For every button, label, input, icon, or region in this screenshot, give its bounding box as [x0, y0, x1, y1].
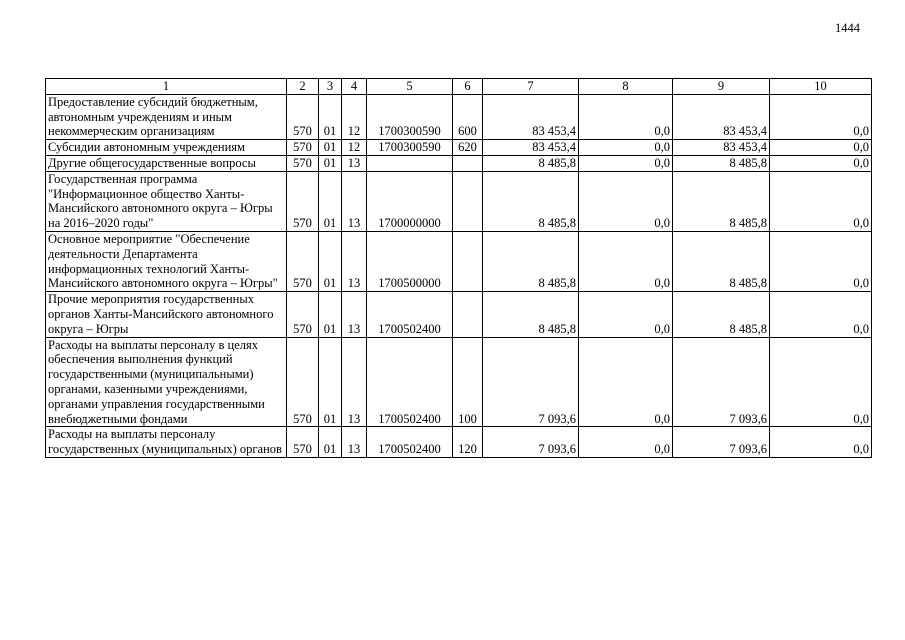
cell-amount-regional: 83 453,4 [673, 140, 770, 156]
cell-subsection: 12 [342, 140, 367, 156]
cell-ministry: 570 [287, 427, 319, 458]
cell-ministry: 570 [287, 292, 319, 337]
cell-section: 01 [319, 427, 342, 458]
cell-ministry: 570 [287, 140, 319, 156]
cell-expense-type [453, 155, 483, 171]
cell-ministry: 570 [287, 171, 319, 231]
cell-target-article: 1700000000 [367, 171, 453, 231]
cell-amount-total: 8 485,8 [483, 171, 579, 231]
cell-amount-other: 0,0 [770, 94, 872, 139]
cell-amount-total: 7 093,6 [483, 337, 579, 427]
cell-amount-regional: 8 485,8 [673, 231, 770, 291]
cell-target-article: 1700502400 [367, 427, 453, 458]
column-header-3: 3 [319, 79, 342, 95]
column-header-8: 8 [579, 79, 673, 95]
table-row [46, 140, 872, 156]
cell-amount-regional: 7 093,6 [673, 427, 770, 458]
cell-section: 01 [319, 231, 342, 291]
column-header-9: 9 [673, 79, 770, 95]
table-body [46, 94, 872, 457]
cell-name: Основное мероприятие "Обеспечение деятельности Департамента информационных технологий Ханты-Мансийского автономного округа – Югры" [46, 231, 287, 291]
cell-amount-federal: 0,0 [579, 427, 673, 458]
cell-subsection: 13 [342, 171, 367, 231]
cell-expense-type: 120 [453, 427, 483, 458]
cell-target-article: 1700300590 [367, 94, 453, 139]
cell-amount-regional: 8 485,8 [673, 292, 770, 337]
cell-target-article: 1700500000 [367, 231, 453, 291]
cell-amount-other: 0,0 [770, 292, 872, 337]
cell-amount-regional: 8 485,8 [673, 155, 770, 171]
cell-ministry: 570 [287, 155, 319, 171]
cell-amount-federal: 0,0 [579, 231, 673, 291]
cell-amount-other: 0,0 [770, 171, 872, 231]
table-row [46, 94, 872, 139]
header-row [46, 79, 872, 95]
table-row [46, 427, 872, 458]
budget-table [45, 78, 872, 458]
cell-amount-regional: 7 093,6 [673, 337, 770, 427]
cell-amount-federal: 0,0 [579, 94, 673, 139]
cell-amount-other: 0,0 [770, 427, 872, 458]
column-header-5: 5 [367, 79, 453, 95]
table-row [46, 231, 872, 291]
cell-amount-total: 83 453,4 [483, 140, 579, 156]
cell-amount-other: 0,0 [770, 231, 872, 291]
cell-subsection: 13 [342, 292, 367, 337]
cell-name: Государственная программа "Информационное общество Ханты-Мансийского автономного округа – Югры на 2016–2020 годы" [46, 171, 287, 231]
column-header-6: 6 [453, 79, 483, 95]
cell-expense-type [453, 292, 483, 337]
cell-target-article [367, 155, 453, 171]
cell-expense-type: 600 [453, 94, 483, 139]
cell-name: Расходы на выплаты персоналу государственных (муниципальных) органов [46, 427, 287, 458]
table-row [46, 292, 872, 337]
cell-amount-total: 8 485,8 [483, 155, 579, 171]
cell-subsection: 12 [342, 94, 367, 139]
cell-amount-other: 0,0 [770, 140, 872, 156]
cell-amount-regional: 83 453,4 [673, 94, 770, 139]
cell-expense-type [453, 171, 483, 231]
cell-amount-federal: 0,0 [579, 155, 673, 171]
cell-amount-total: 8 485,8 [483, 231, 579, 291]
cell-name: Другие общегосударственные вопросы [46, 155, 287, 171]
cell-amount-total: 8 485,8 [483, 292, 579, 337]
cell-amount-federal: 0,0 [579, 337, 673, 427]
cell-amount-total: 83 453,4 [483, 94, 579, 139]
cell-subsection: 13 [342, 427, 367, 458]
cell-amount-regional: 8 485,8 [673, 171, 770, 231]
column-header-7: 7 [483, 79, 579, 95]
cell-section: 01 [319, 292, 342, 337]
cell-expense-type [453, 231, 483, 291]
cell-expense-type: 100 [453, 337, 483, 427]
column-header-1: 1 [46, 79, 287, 95]
cell-name: Прочие мероприятия государственных органов Ханты-Мансийского автономного округа – Югры [46, 292, 287, 337]
cell-section: 01 [319, 140, 342, 156]
cell-subsection: 13 [342, 337, 367, 427]
cell-subsection: 13 [342, 155, 367, 171]
cell-ministry: 570 [287, 337, 319, 427]
cell-section: 01 [319, 94, 342, 139]
cell-name: Расходы на выплаты персоналу в целях обеспечения выполнения функций государственными (муниципальными) органами, казенными учреждениями, органами управления государственными внебюджетными фондами [46, 337, 287, 427]
cell-amount-federal: 0,0 [579, 140, 673, 156]
cell-target-article: 1700502400 [367, 292, 453, 337]
cell-amount-other: 0,0 [770, 155, 872, 171]
cell-ministry: 570 [287, 94, 319, 139]
table-row [46, 337, 872, 427]
cell-amount-federal: 0,0 [579, 292, 673, 337]
cell-expense-type: 620 [453, 140, 483, 156]
cell-amount-total: 7 093,6 [483, 427, 579, 458]
cell-target-article: 1700300590 [367, 140, 453, 156]
cell-name: Субсидии автономным учреждениям [46, 140, 287, 156]
cell-target-article: 1700502400 [367, 337, 453, 427]
page-number: 1444 [835, 21, 860, 35]
cell-amount-other: 0,0 [770, 337, 872, 427]
table-row [46, 171, 872, 231]
column-header-4: 4 [342, 79, 367, 95]
cell-section: 01 [319, 337, 342, 427]
cell-ministry: 570 [287, 231, 319, 291]
cell-amount-federal: 0,0 [579, 171, 673, 231]
column-header-10: 10 [770, 79, 872, 95]
cell-section: 01 [319, 171, 342, 231]
cell-section: 01 [319, 155, 342, 171]
table-row [46, 155, 872, 171]
cell-subsection: 13 [342, 231, 367, 291]
column-header-2: 2 [287, 79, 319, 95]
cell-name: Предоставление субсидий бюджетным, автономным учреждениям и иным некоммерческим организациям [46, 94, 287, 139]
